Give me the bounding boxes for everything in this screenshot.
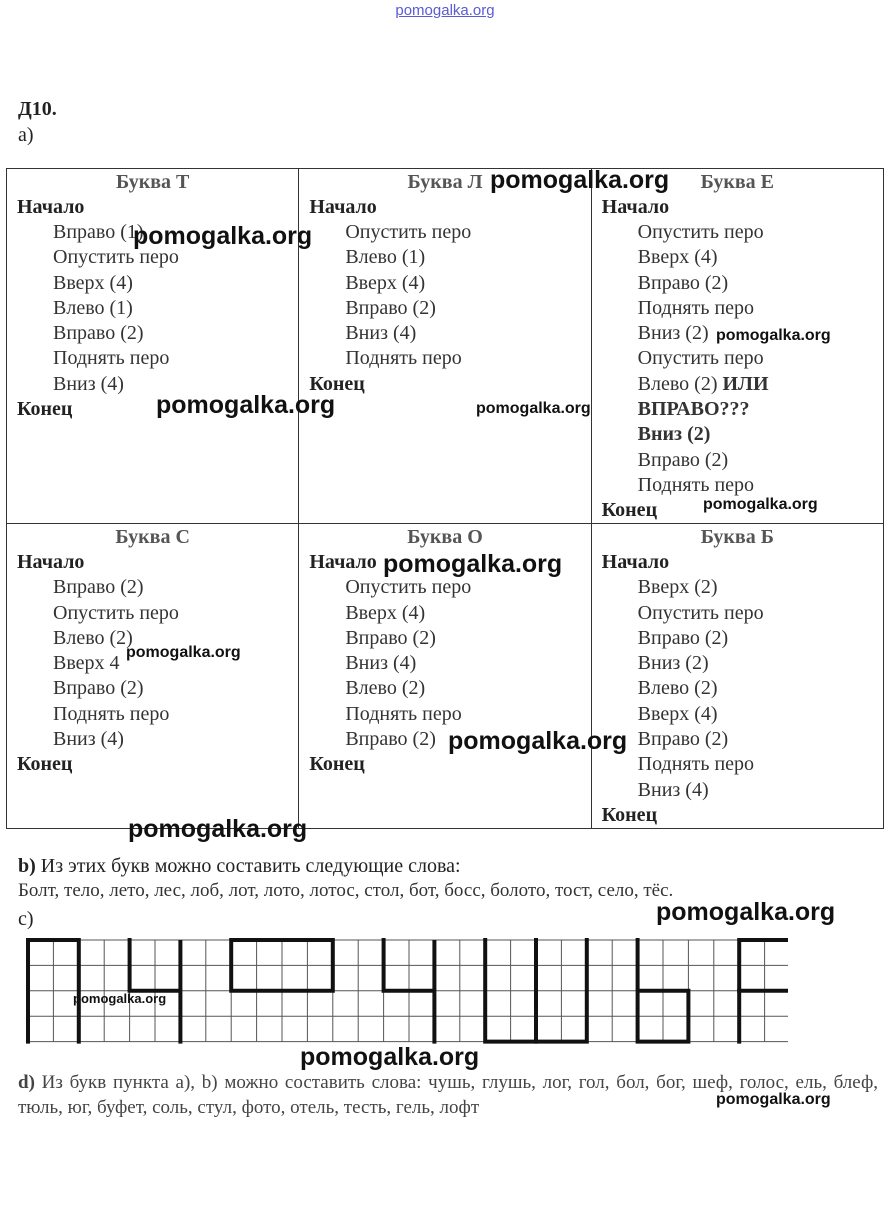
- step: Вверх (4): [53, 271, 133, 294]
- begin-keyword: Начало: [309, 196, 377, 218]
- step: Поднять перо: [637, 473, 755, 496]
- step: Вправо (2): [637, 728, 729, 751]
- letter-cell-e: [591, 169, 883, 524]
- letter-title: Буква Б: [700, 526, 774, 549]
- letter-cell-l: [299, 169, 591, 524]
- end-keyword: Конец: [309, 372, 365, 395]
- end-keyword: Конец: [17, 753, 73, 776]
- step: Вниз (2): [637, 652, 709, 675]
- step-text: Влево (2): [637, 372, 723, 395]
- watermark: pomogalka.org: [490, 166, 670, 194]
- letter-title: Буква Е: [700, 171, 775, 193]
- begin-keyword: Начало: [601, 196, 670, 218]
- end-keyword: Конец: [601, 803, 658, 826]
- step: [592, 372, 883, 397]
- watermark: pomogalka.org: [476, 400, 591, 417]
- step: Опустить перо: [53, 246, 179, 269]
- step: Влево (2): [637, 677, 718, 700]
- part-b-words: Болт, тело, лето, лес, лоб, лот, лото, лотос, стол, бот, босс, болото, тост, село, тёс.: [18, 880, 674, 901]
- step: Влево (1): [345, 246, 426, 269]
- step: Поднять перо: [637, 296, 755, 319]
- part-a-label: a): [18, 124, 34, 146]
- step: Влево (2): [345, 677, 426, 700]
- step: Поднять перо: [345, 702, 462, 725]
- letter-title: Буква С: [115, 526, 190, 549]
- part-d-text: Из букв пункта а), b) можно составить слова: чушь, глушь, лог, гол, бол, бог, шеф, голос, ель, блеф, тюль, юг, буфет, соль, стул, фото, отель, тесть, гель, лофт: [18, 1072, 878, 1118]
- step: Опустить перо: [637, 221, 764, 243]
- begin-keyword: Начало: [601, 551, 670, 574]
- step: Вправо (1): [53, 221, 144, 243]
- letter-title: Буква Л: [407, 171, 483, 193]
- step: Вниз (2): [637, 322, 709, 345]
- letter-cell-s: [7, 524, 299, 829]
- step: Вверх (2): [637, 576, 718, 599]
- watermark: pomogalka.org: [703, 496, 818, 513]
- letter-title: Буква О: [407, 526, 483, 549]
- part-b-heading: [18, 855, 461, 878]
- watermark: pomogalka.org: [300, 1043, 480, 1071]
- step: Вверх (4): [637, 246, 718, 269]
- watermark: pomogalka.org: [128, 815, 308, 843]
- step: Влево (1): [53, 296, 133, 319]
- step: Вверх (4): [637, 702, 718, 725]
- step: Опустить перо: [637, 347, 764, 370]
- watermark: pomogalka.org: [448, 727, 628, 755]
- step: Вправо (2): [637, 271, 729, 294]
- letter-title: Буква Т: [115, 171, 190, 193]
- watermark: pomogalka.org: [126, 644, 241, 661]
- step: Опустить перо: [637, 601, 764, 624]
- watermark: pomogalka.org: [716, 327, 831, 344]
- begin-keyword: Начало: [17, 196, 85, 218]
- task-number: Д10.: [18, 98, 57, 120]
- step: Вправо (2): [345, 728, 436, 751]
- step: Вправо (2): [53, 576, 144, 599]
- step-bold-text: ИЛИ: [722, 372, 769, 395]
- part-b-text: Из этих букв можно составить следующие слова:: [35, 855, 461, 877]
- begin-keyword: Начало: [309, 551, 377, 574]
- part-b-label: b): [18, 855, 36, 877]
- end-keyword: Конец: [309, 753, 365, 776]
- letter-cell-b: [591, 524, 883, 829]
- step: Вправо (2): [637, 448, 729, 471]
- step: Поднять перо: [637, 753, 755, 776]
- step: Вниз (4): [53, 372, 124, 395]
- step: Вниз (4): [53, 728, 124, 751]
- watermark: pomogalka.org: [383, 550, 563, 578]
- step: Опустить перо: [345, 576, 472, 599]
- step: Вниз (4): [345, 322, 417, 345]
- step-bold: ВПРАВО???: [637, 398, 750, 421]
- step: Влево (2): [53, 626, 133, 649]
- step: Опустить перо: [345, 221, 472, 243]
- step: Поднять перо: [53, 702, 170, 725]
- step: Вправо (2): [637, 626, 729, 649]
- step: Вправо (2): [53, 322, 144, 345]
- step: Вниз (4): [345, 652, 417, 675]
- step: Вправо (2): [53, 677, 144, 700]
- end-keyword: Конец: [17, 398, 73, 421]
- step: Вверх 4: [53, 652, 120, 675]
- step: Поднять перо: [345, 347, 462, 370]
- begin-keyword: Начало: [17, 551, 85, 574]
- step: Вправо (2): [345, 626, 436, 649]
- watermark: pomogalka.org: [133, 222, 313, 250]
- step: Опустить перо: [53, 601, 179, 624]
- step: Вправо (2): [345, 296, 436, 319]
- part-d-label: d): [18, 1072, 35, 1093]
- watermark: pomogalka.org: [73, 991, 167, 1006]
- watermark: pomogalka.org: [656, 898, 836, 926]
- end-keyword: Конец: [601, 499, 658, 522]
- step: Вверх (4): [345, 271, 426, 294]
- watermark: pomogalka.org: [716, 1091, 831, 1108]
- step: Поднять перо: [53, 347, 170, 370]
- step: Вверх (4): [345, 601, 426, 624]
- part-c-label: c): [18, 908, 34, 930]
- step: Вниз (4): [637, 778, 709, 801]
- site-header-link[interactable]: pomogalka.org: [395, 2, 495, 19]
- step-bold: Вниз (2): [637, 423, 711, 446]
- watermark: pomogalka.org: [156, 391, 336, 419]
